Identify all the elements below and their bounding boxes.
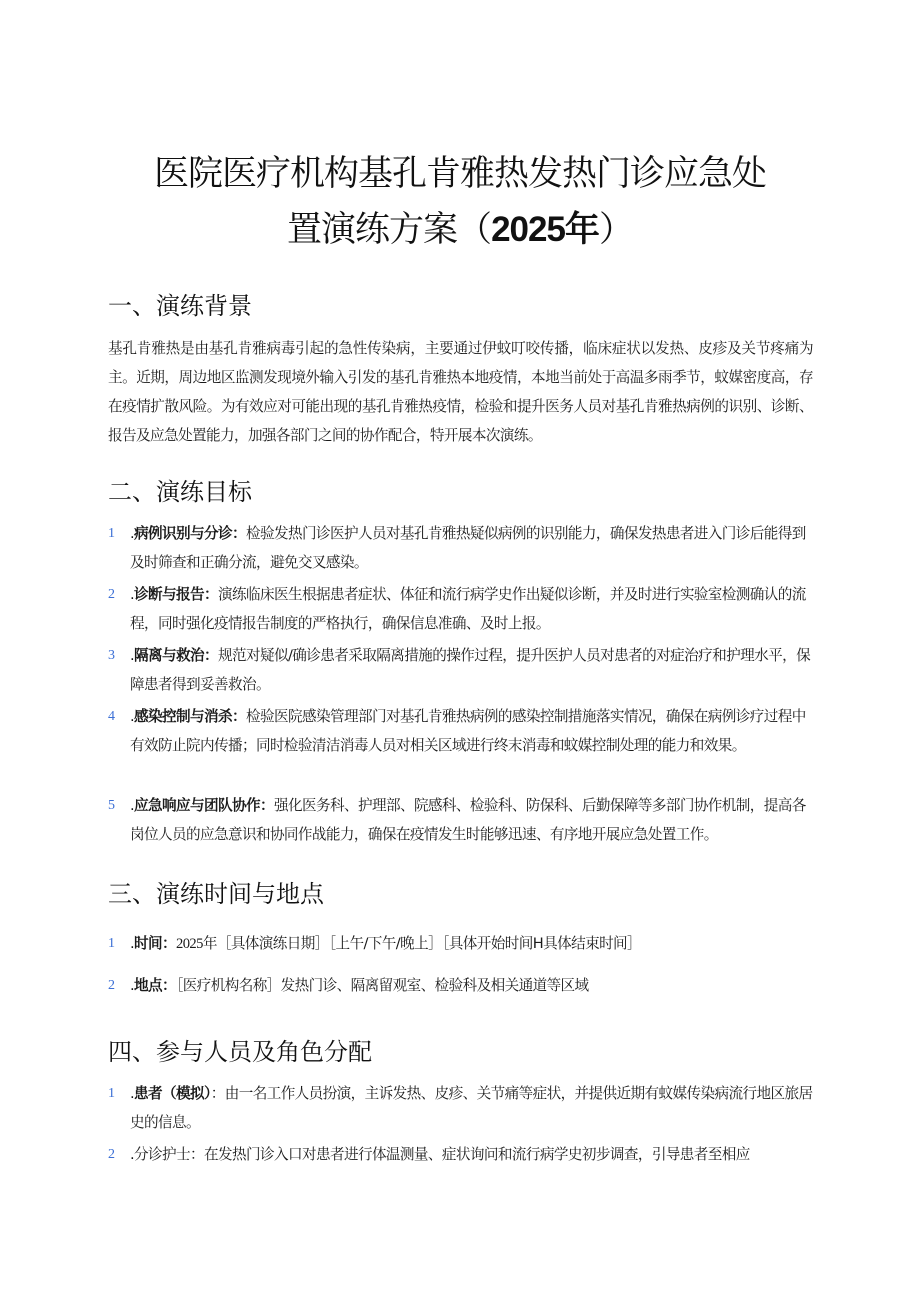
time-text: 年［具体演练日期］［上午/下午/晚上］［具体开始时间H具体结束时间］ [202, 935, 642, 952]
title-close: ） [598, 210, 633, 250]
goal-label: 感染控制与消杀： [134, 708, 246, 725]
role-item-patient: 1 .患者（模拟）：由一名工作人员扮演，主诉发热、皮疹、关节痛等症状，并提供近期有蚊媒传染病流行地区旅居史的信息。 [108, 1079, 813, 1137]
goal-text: 强化医务科、护理部、院感科、检验科、防保科、后勤保障等多部门协作机制，提高各岗位人员的应急意识和协同作战能力，确保在疫情发生时能够迅速、有序地开展应急处置工作。 [130, 797, 806, 843]
role-item-triage-nurse: 2 .分诊护士：在发热门诊入口对患者进行体温测量、症状询问和流行病学史初步调查，引导患者至相应 [108, 1140, 813, 1169]
role-text: ：由一名工作人员扮演，主诉发热、皮疹、关节痛等症状，并提供近期有蚊媒传染病流行地区旅居史的信息。 [130, 1085, 813, 1131]
goal-item-1: 1 .病例识别与分诊：检验发热门诊医护人员对基孔肯雅热疑似病例的识别能力，确保发热患者进入门诊后能得到及时筛查和正确分流，避免交叉感染。 [108, 519, 813, 577]
goal-item-5: 5 .应急响应与团队协作：强化医务科、护理部、院感科、检验科、防保科、后勤保障等多部门协作机制，提高各岗位人员的应急意识和协同作战能力，确保在疫情发生时能够迅速、有序地开展应急处置工作。 [108, 791, 813, 849]
time-year: 2025 [176, 936, 203, 952]
goal-text: 演练临床医生根据患者症状、体征和流行病学史作出疑似诊断，并及时进行实验室检测确认的流程，同时强化疫情报告制度的严格执行，确保信息准确、及时上报。 [130, 586, 806, 632]
title-line-2: 置演练方案（ [287, 210, 492, 250]
goal-label: 诊断与报告： [134, 586, 219, 603]
goal-label: 应急响应与团队协作： [134, 797, 274, 814]
list-number: 2 [108, 587, 115, 602]
list-number: 1 [108, 526, 115, 541]
list-number: 2 [108, 978, 115, 993]
section-heading-personnel: 四、参与人员及角色分配 [108, 1038, 372, 1066]
goal-label: 隔离与救治： [134, 647, 219, 664]
time-label: 时间： [134, 935, 177, 952]
title-line-1: 医院医疗机构基孔肯雅热发热门诊应急处 [153, 154, 766, 194]
background-paragraph: 基孔肯雅热是由基孔肯雅病毒引起的急性传染病，主要通过伊蚊叮咬传播，临床症状以发热、皮疹及关节疼痛为主。近期，周边地区监测发现境外输入引发的基孔肯雅热本地疫情，本地当前处于高温多雨季节，蚊媒密度高，存在疫情扩散风险。为有效应对可能出现的基孔肯雅热疫情，检验和提升医务人员对基孔肯雅热病例的识别、诊断、报告及应急处置能力，加强各部门之间的协作配合，特开展本次演练。 [108, 340, 813, 444]
place-item: 2 .地点：［医疗机构名称］发热门诊、隔离留观室、检验科及相关通道等区域 [108, 971, 813, 1000]
section-heading-background: 一、演练背景 [108, 292, 252, 320]
role-label: 患者（模拟） [134, 1085, 211, 1102]
goal-label: 病例识别与分诊： [134, 525, 246, 542]
list-number: 5 [108, 798, 115, 813]
place-label: 地点： [134, 977, 177, 994]
list-number: 1 [108, 1086, 115, 1101]
goal-text: 规范对疑似/确诊患者采取隔离措施的操作过程，提升医护人员对患者的对症治疗和护理水平，保障患者得到妥善救治。 [130, 647, 811, 693]
place-text: ［医疗机构名称］发热门诊、隔离留观室、检验科及相关通道等区域 [176, 977, 589, 994]
list-number: 3 [108, 648, 115, 663]
title-year: 2025年 [491, 210, 599, 249]
document-title [110, 146, 810, 258]
goal-text: 检验发热门诊医护人员对基孔肯雅热疑似病例的识别能力，确保发热患者进入门诊后能得到及时筛查和正确分流，避免交叉感染。 [130, 525, 806, 571]
goal-item-2: 2 .诊断与报告：演练临床医生根据患者症状、体征和流行病学史作出疑似诊断，并及时进行实验室检测确认的流程，同时强化疫情报告制度的严格执行，确保信息准确、及时上报。 [108, 580, 813, 638]
list-number: 4 [108, 709, 115, 724]
time-item: 1 .时间：2025年［具体演练日期］［上午/下午/晚上］［具体开始时间H具体结束时间］ [108, 929, 813, 959]
section-heading-goals: 二、演练目标 [108, 478, 252, 506]
goal-item-3: 3 .隔离与救治：规范对疑似/确诊患者采取隔离措施的操作过程，提升医护人员对患者的对症治疗和护理水平，保障患者得到妥善救治。 [108, 641, 813, 699]
list-number: 1 [108, 936, 115, 951]
goal-text: 检验医院感染管理部门对基孔肯雅热病例的感染控制措施落实情况，确保在病例诊疗过程中有效防止院内传播；同时检验清洁消毒人员对相关区域进行终末消毒和蚊媒控制处理的能力和效果。 [130, 708, 806, 754]
role-text: 分诊护士：在发热门诊入口对患者进行体温测量、症状询问和流行病学史初步调查，引导患者至相应 [134, 1146, 750, 1163]
section-heading-time-place: 三、演练时间与地点 [108, 880, 324, 908]
goal-item-4: 4 .感染控制与消杀：检验医院感染管理部门对基孔肯雅热病例的感染控制措施落实情况，确保在病例诊疗过程中有效防止院内传播；同时检验清洁消毒人员对相关区域进行终末消毒和蚊媒控制处理的能力和效果。 [108, 702, 813, 760]
list-number: 2 [108, 1147, 115, 1162]
